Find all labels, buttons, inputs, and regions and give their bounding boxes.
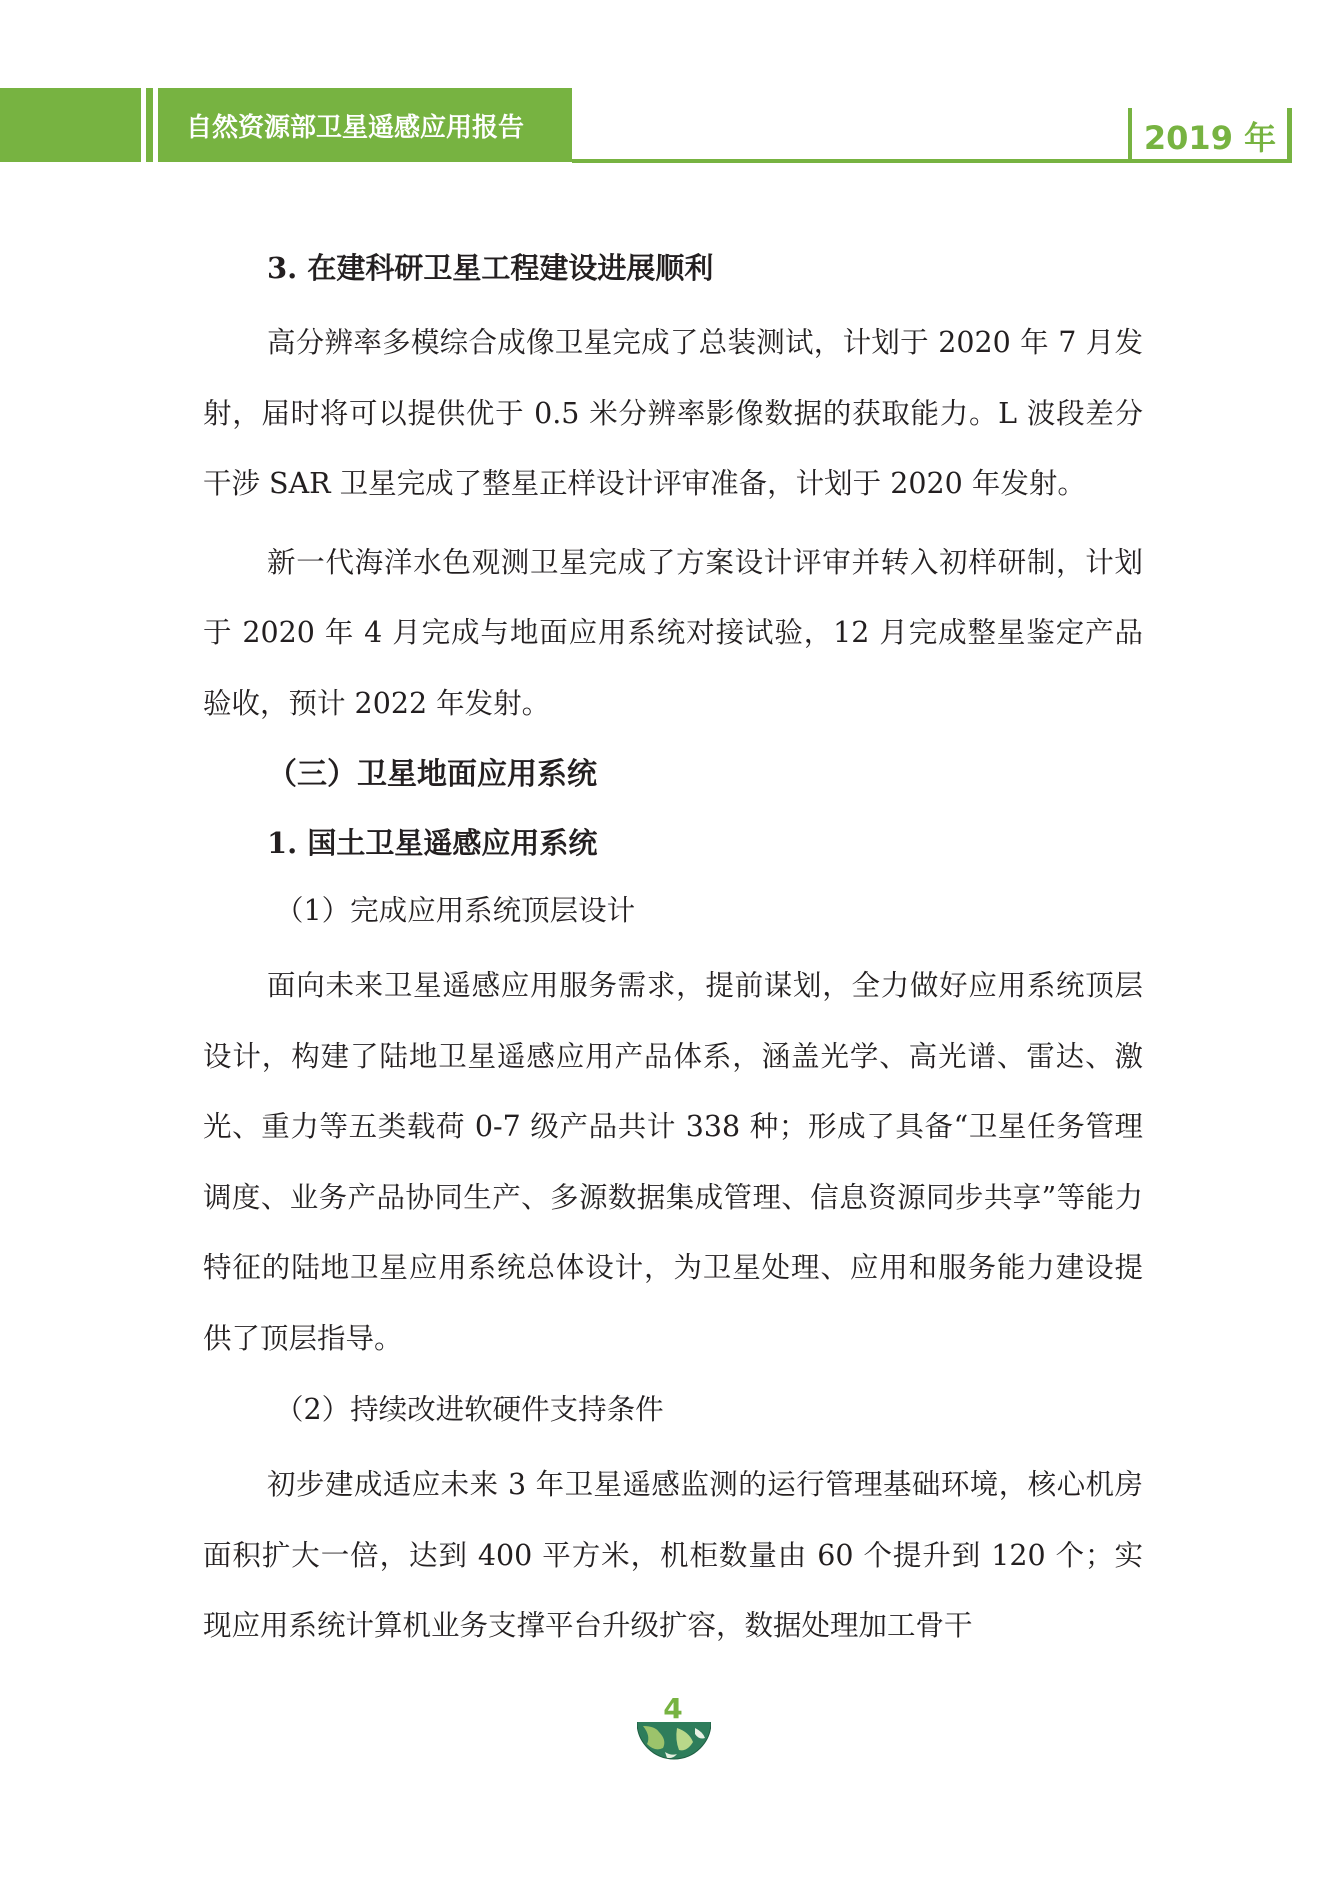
subsection-heading: （1）完成应用系统顶层设计 <box>275 894 636 927</box>
section-heading: 3. 在建科研卫星工程建设进展顺利 <box>267 251 714 285</box>
page-number: 4 <box>663 1692 683 1725</box>
header-stripe <box>153 88 158 162</box>
paragraph: 高分辨率多模综合成像卫星完成了总装测试，计划于 2020 年 7 月发射，届时将可以提供优于 0.5 米分辨率影像数据的获取能力。L 波段差分干涉 SAR 卫星完成了整星正样设计评审准备，计划于 2020 年发射。 <box>203 326 1143 500</box>
earth-globe-icon <box>637 1722 711 1760</box>
paragraph: 初步建成适应未来 3 年卫星遥感监测的运行管理基础环境，核心机房面积扩大一倍，达到 400 平方米，机柜数量由 60 个提升到 120 个；实现应用系统计算机业务支撑平台升级扩容，数据处理加工骨干 <box>203 1468 1143 1642</box>
chapter-heading: （三）卫星地面应用系统 <box>267 757 597 792</box>
paragraph: 新一代海洋水色观测卫星完成了方案设计评审并转入初样研制，计划于 2020 年 4 月完成与地面应用系统对接试验，12 月完成整星鉴定产品验收，预计 2022 年发射。 <box>203 545 1143 720</box>
report-title: 自然资源部卫星遥感应用报告 <box>186 113 525 143</box>
subsection-heading: （2）持续改进软硬件支持条件 <box>275 1393 664 1426</box>
page-body <box>203 240 1143 1670</box>
header-stripe <box>141 88 146 162</box>
section-heading: 1. 国土卫星遥感应用系统 <box>267 826 598 860</box>
report-year: 2019 年 <box>1143 119 1277 157</box>
paragraph: 面向未来卫星遥感应用服务需求，提前谋划，全力做好应用系统顶层设计，构建了陆地卫星遥感应用产品体系，涵盖光学、高光谱、雷达、激光、重力等五类载荷 0-7 级产品共计 338 种；形成了具备“卫星任务管理调度、业务产品协同生产、多源数据集成管理、信息资源同步共享”等能力特征的陆地卫星应用系统总体设计，为卫星处理、应用和服务能力建设提供了顶层指导。 <box>203 969 1143 1355</box>
year-bracket-right <box>1287 108 1292 160</box>
year-bracket-left <box>1128 108 1132 160</box>
